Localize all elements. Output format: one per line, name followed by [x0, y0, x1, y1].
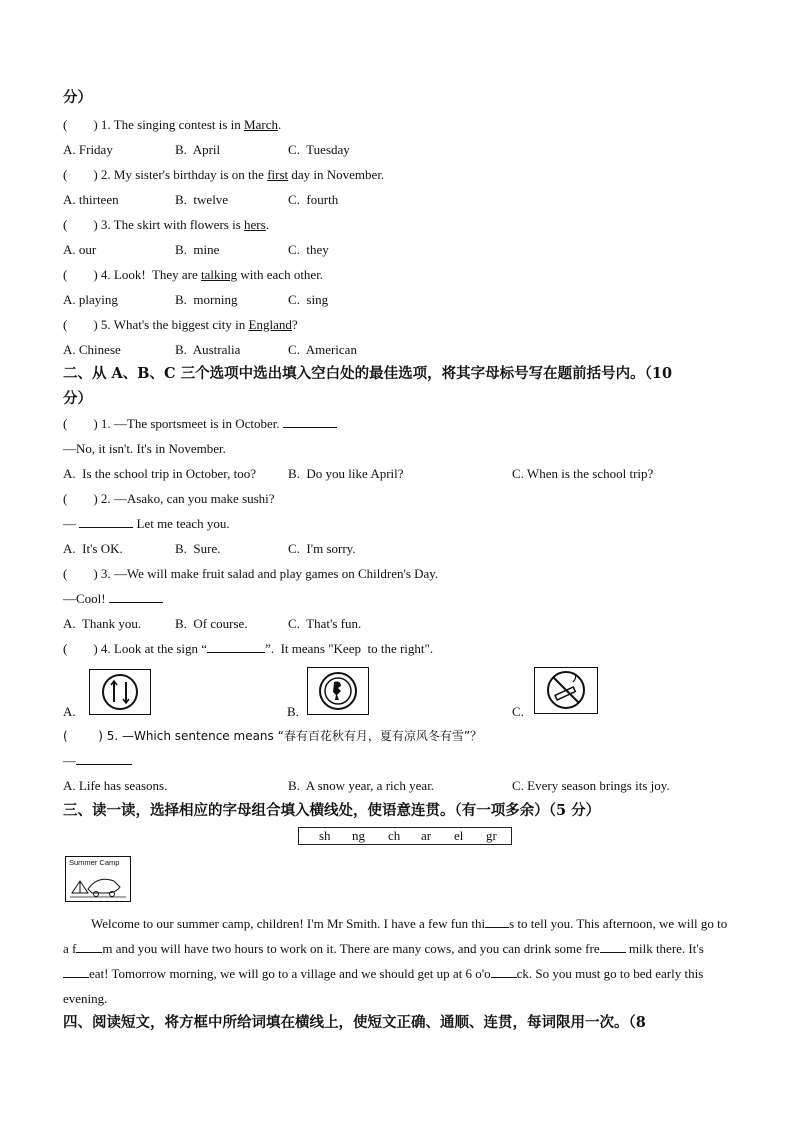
question-stem — [63, 216, 269, 234]
stem-text: ( ) 3. The skirt with flowers is — [63, 217, 245, 232]
option-c: C. American — [288, 342, 357, 357]
option-a: A. — [63, 704, 76, 719]
passage — [63, 911, 729, 1011]
section-two-heading-cont: 分） — [63, 390, 92, 407]
option-a: A. Chinese — [63, 342, 121, 357]
option-b: B. Do you like April? — [288, 466, 404, 481]
answer-blank[interactable] — [491, 965, 517, 978]
stem-text: ( ) 5. What's the biggest city in — [63, 317, 249, 332]
option-b: B. Australia — [175, 342, 241, 357]
option-c: C. fourth — [288, 192, 339, 207]
letter-group: ar — [421, 828, 432, 843]
answer-blank[interactable] — [76, 752, 132, 765]
answer-blank[interactable] — [76, 940, 102, 953]
passage-text: s to tell you. This afternoon, we will go to a f — [63, 916, 728, 956]
dialogue-line — [63, 590, 163, 608]
dialogue-text: —Cool! — [63, 591, 109, 606]
option-b: B. — [287, 704, 299, 719]
letter-group: el — [454, 828, 464, 843]
keep-right-arrows-icon — [90, 670, 150, 714]
passage-text: Welcome to our summer camp, children! I'm Mr Smith. I have a few fun thi — [91, 916, 486, 931]
answer-blank[interactable] — [283, 415, 337, 428]
dialogue-line — [63, 752, 132, 770]
sign-a — [89, 669, 151, 715]
option-b: B. Sure. — [175, 541, 221, 556]
option-b: B. twelve — [175, 192, 229, 207]
option-a: A. It's OK. — [63, 541, 123, 556]
answer-blank[interactable] — [207, 640, 265, 653]
answer-blank[interactable] — [109, 590, 163, 603]
question-line — [63, 415, 337, 433]
letter-group-box — [298, 827, 512, 845]
question-stem: ( ) 3. —We will make fruit salad and play games on Children's Day. — [63, 566, 439, 581]
option-a: A. playing — [63, 292, 118, 307]
option-b: B. morning — [175, 292, 238, 307]
question-line — [63, 640, 433, 658]
option-a: A. Thank you. — [63, 616, 142, 631]
option-a: A. Life has seasons. — [63, 778, 168, 793]
stem-text: day in November. — [288, 167, 385, 182]
sign-label: Summer Camp — [69, 858, 120, 867]
dash: — — [63, 753, 76, 768]
option-c: C. Every season brings its joy. — [512, 778, 670, 793]
letter-group: sh — [319, 828, 331, 843]
option-b: B. April — [175, 142, 221, 157]
question-stem — [63, 266, 323, 284]
underlined-word: talking — [201, 267, 238, 282]
no-littering-icon — [308, 668, 368, 714]
underlined-word: March — [244, 117, 278, 132]
dialogue-text: Let me teach you. — [133, 516, 230, 531]
underlined-word: England — [248, 317, 292, 332]
option-b: B. mine — [175, 242, 220, 257]
dialogue-line — [63, 515, 230, 533]
option-b: B. A snow year, a rich year. — [288, 778, 435, 793]
camp-scene-icon — [66, 857, 130, 901]
letter-group: ch — [388, 828, 401, 843]
sign-c — [534, 667, 598, 714]
option-a: A. our — [63, 242, 97, 257]
section-four-heading: 四、阅读短文，将方框中所给词填在横线上，使短文正确、通顺、连贯，每词限用一次。（8 — [63, 1014, 646, 1031]
question-stem: ( ) 1. —The sportsmeet is in October. — [63, 416, 283, 431]
section-three-heading: 三、读一读，选择相应的字母组合填入横线处，使语意连贯。（有一项多余）（5 分） — [63, 802, 601, 819]
option-c: C. That's fun. — [288, 616, 362, 631]
answer-blank[interactable] — [485, 915, 509, 928]
option-a: A. Is the school trip in October, too? — [63, 466, 256, 481]
question-stem: ( ) 2. —Asako, can you make sushi? — [63, 491, 275, 506]
no-smoking-icon — [535, 668, 597, 713]
answer-blank[interactable] — [600, 940, 626, 953]
question-stem — [63, 116, 281, 134]
stem-text: . — [277, 117, 282, 132]
answer-blank[interactable] — [63, 965, 89, 978]
question-stem-end: ”. It means "Keep to the right". — [265, 641, 434, 656]
answer-blank[interactable] — [79, 515, 133, 528]
passage-text: milk there. It's — [625, 941, 704, 956]
option-c: C. I'm sorry. — [288, 541, 356, 556]
sign-b — [307, 667, 369, 715]
letter-group: ng — [352, 828, 365, 843]
option-c: C. they — [288, 242, 329, 257]
section-two-heading: 二、从 A、B、C 三个选项中选出填入空白处的最佳选项，将其字母标号写在题前括号内。（10 — [63, 365, 673, 382]
stem-text: ( ) 2. My sister's birthday is on the — [63, 167, 268, 182]
option-a: A. thirteen — [63, 192, 119, 207]
option-a: A. Friday — [63, 142, 113, 157]
option-c: C. When is the school trip? — [512, 466, 654, 481]
option-c: C. Tuesday — [288, 142, 350, 157]
passage-text: eat! Tomorrow morning, we will go to a village and we should get up at 6 o'o — [89, 966, 491, 981]
stem-text: ? — [291, 317, 298, 332]
question-stem: ( ) 5. —Which sentence means “春有百花秋有月，夏有凉风冬有雪”？ — [63, 729, 483, 743]
question-stem — [63, 166, 384, 184]
dash: — — [63, 516, 80, 531]
summer-camp-sign — [65, 856, 131, 902]
passage-text: m and you will have two hours to work on it. There are many cows, and you can drink some fre — [102, 941, 600, 956]
section-heading-continuation: 分） — [63, 89, 92, 106]
stem-text: ( ) 1. The singing contest is in — [63, 117, 245, 132]
underlined-word: hers — [244, 217, 266, 232]
letter-group: gr — [486, 828, 497, 843]
option-b: B. Of course. — [175, 616, 248, 631]
passage-text: ck. So you must go to bed early this evening. — [63, 966, 704, 1006]
underlined-word: first — [267, 167, 289, 182]
question-stem — [63, 316, 298, 334]
stem-text: . — [265, 217, 269, 232]
option-c: C. sing — [288, 292, 329, 307]
stem-text: with each other. — [237, 267, 324, 282]
option-c: C. — [512, 704, 524, 719]
stem-text: ( ) 4. Look! They are — [63, 267, 202, 282]
dialogue-line: —No, it isn't. It's in November. — [63, 441, 226, 456]
question-stem: ( ) 4. Look at the sign “ — [63, 641, 208, 656]
